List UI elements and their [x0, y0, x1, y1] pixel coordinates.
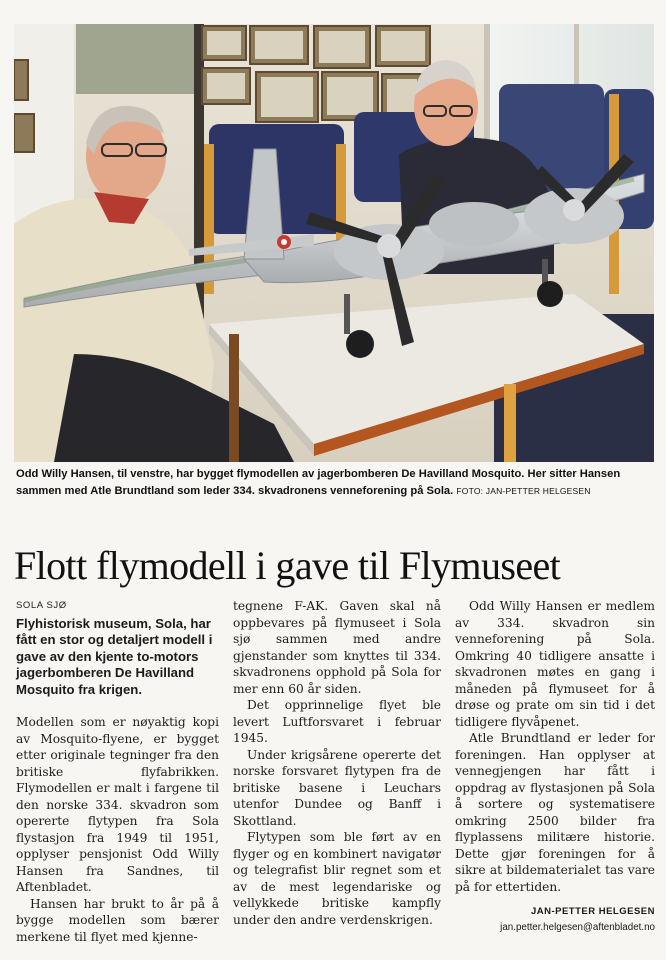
body-paragraph: tegnene F-AK. Gaven skal nå oppbevares på flymuseet i Sola sjø sammen med andre gjenstander som knyttes til 334. skvadronens opphold på Sola for mer enn 60 år siden. [233, 599, 441, 696]
article-lede: Flyhistorisk museum, Sola, har fått en stor og detaljert modell i gave av den kjente to-motors jagerbomberen De Havilland Mosquito fra krigen. [16, 615, 213, 697]
author-email: jan.petter.helgesen@aftenbladet.no [500, 922, 655, 933]
article-column-1 [16, 598, 219, 945]
body-paragraph: Under krigsårene opererte det norske forsvaret flytypen fra de britiske basene i Leuchars utenfor Dundee og Banff i Skottland. [233, 747, 441, 828]
author-byline: JAN-PETTER HELGESEN [530, 906, 655, 917]
article-headline: Flott flymodell i gave til Flymuseet [14, 543, 561, 588]
body-paragraph: Det opprinnelige flyet ble levert Luftforsvaret i februar 1945. [233, 698, 441, 745]
article-photo [14, 24, 654, 462]
dateline: SOLA SJØ [16, 600, 67, 611]
body-paragraph: Modellen som er nøyaktig kopi av Mosquito-flyene, er bygget etter originale tegninger fra den britiske flyfabrikken. Flymodellen er malt i fargene til den norske 334. skvadron som opererte flytypen fra Sola flystasjon fra 1949 til 1951, opplyser pensjonist Odd Willy Hansen fra Sandnes, til Aftenbladet. [16, 715, 219, 894]
caption-text: Odd Willy Hansen, til venstre, har bygget flymodellen av jagerbomberen De Havilland Mosquito. Her sitter Hansen sammen med Atle Brundtland som leder 334. skvadronens venneforening på Sola. [16, 468, 621, 497]
photo-credit: FOTO: JAN-PETTER HELGESEN [456, 486, 591, 496]
article-column-3 [455, 598, 655, 895]
photo-caption [16, 466, 656, 500]
body-paragraph: Odd Willy Hansen er medlem av 334. skvadron sin venneforening på Sola. Omkring 40 tidligere ansatte i skvadronen møtes en gang i måneden på flymuseet for å drøse og prate om sin tid i det tidligere flyvåpenet. [455, 599, 655, 729]
article-column-2 [233, 598, 441, 928]
body-paragraph: Flytypen som ble ført av en flyger og en kombinert navigatør og telegrafist blir regnet som et av de mest legendariske og vellykkede britiske kampfly under den andre verdenskrigen. [233, 830, 441, 927]
body-paragraph: Hansen har brukt to år på å bygge modellen som bærer merkene til flyet med kjenne- [16, 896, 219, 944]
body-paragraph: Atle Brundtland er leder for foreningen. Han opplyser at vennegjengen har fått i oppdrag av flystasjonen på Sola å sortere og systematisere omkring 2500 bilder fra flyplassens militære historie. Dette gjør foreningen for å sikre at bildematerialet tas vare på for ettertiden. [455, 731, 655, 894]
